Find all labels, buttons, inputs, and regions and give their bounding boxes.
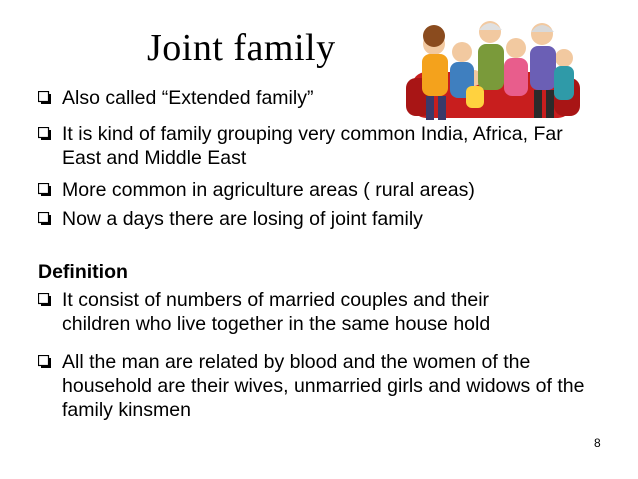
bullet-text: All the man are related by blood and the women of the household are their wives, unmarried girls and widows of the family kinsmen xyxy=(62,351,585,421)
bullet-text: Also called “Extended family” xyxy=(62,87,314,109)
section-heading: Definition xyxy=(38,261,128,283)
slide-title: Joint family xyxy=(147,27,336,69)
checkbox-bullet-icon xyxy=(38,127,51,140)
bullet-item xyxy=(38,350,600,422)
checkbox-bullet-icon xyxy=(38,183,51,196)
family-illustration xyxy=(404,14,584,126)
bullet-item xyxy=(38,86,313,110)
checkbox-bullet-icon xyxy=(38,293,51,306)
bullet-item xyxy=(38,122,598,170)
bullet-text: It is kind of family grouping very common India, Africa, Far East and Middle East xyxy=(62,123,563,169)
bullet-text: More common in agriculture areas ( rural areas) xyxy=(62,179,475,201)
page-number: 8 xyxy=(594,436,601,450)
bullet-text: Now a days there are losing of joint family xyxy=(62,208,423,230)
bullet-text: It consist of numbers of married couples and their children who live together in the same house hold xyxy=(62,289,491,335)
checkbox-bullet-icon xyxy=(38,91,51,104)
bullet-item xyxy=(38,207,423,231)
checkbox-bullet-icon xyxy=(38,212,51,225)
checkbox-bullet-icon xyxy=(38,355,51,368)
bullet-item xyxy=(38,288,558,336)
bullet-item xyxy=(38,178,475,202)
